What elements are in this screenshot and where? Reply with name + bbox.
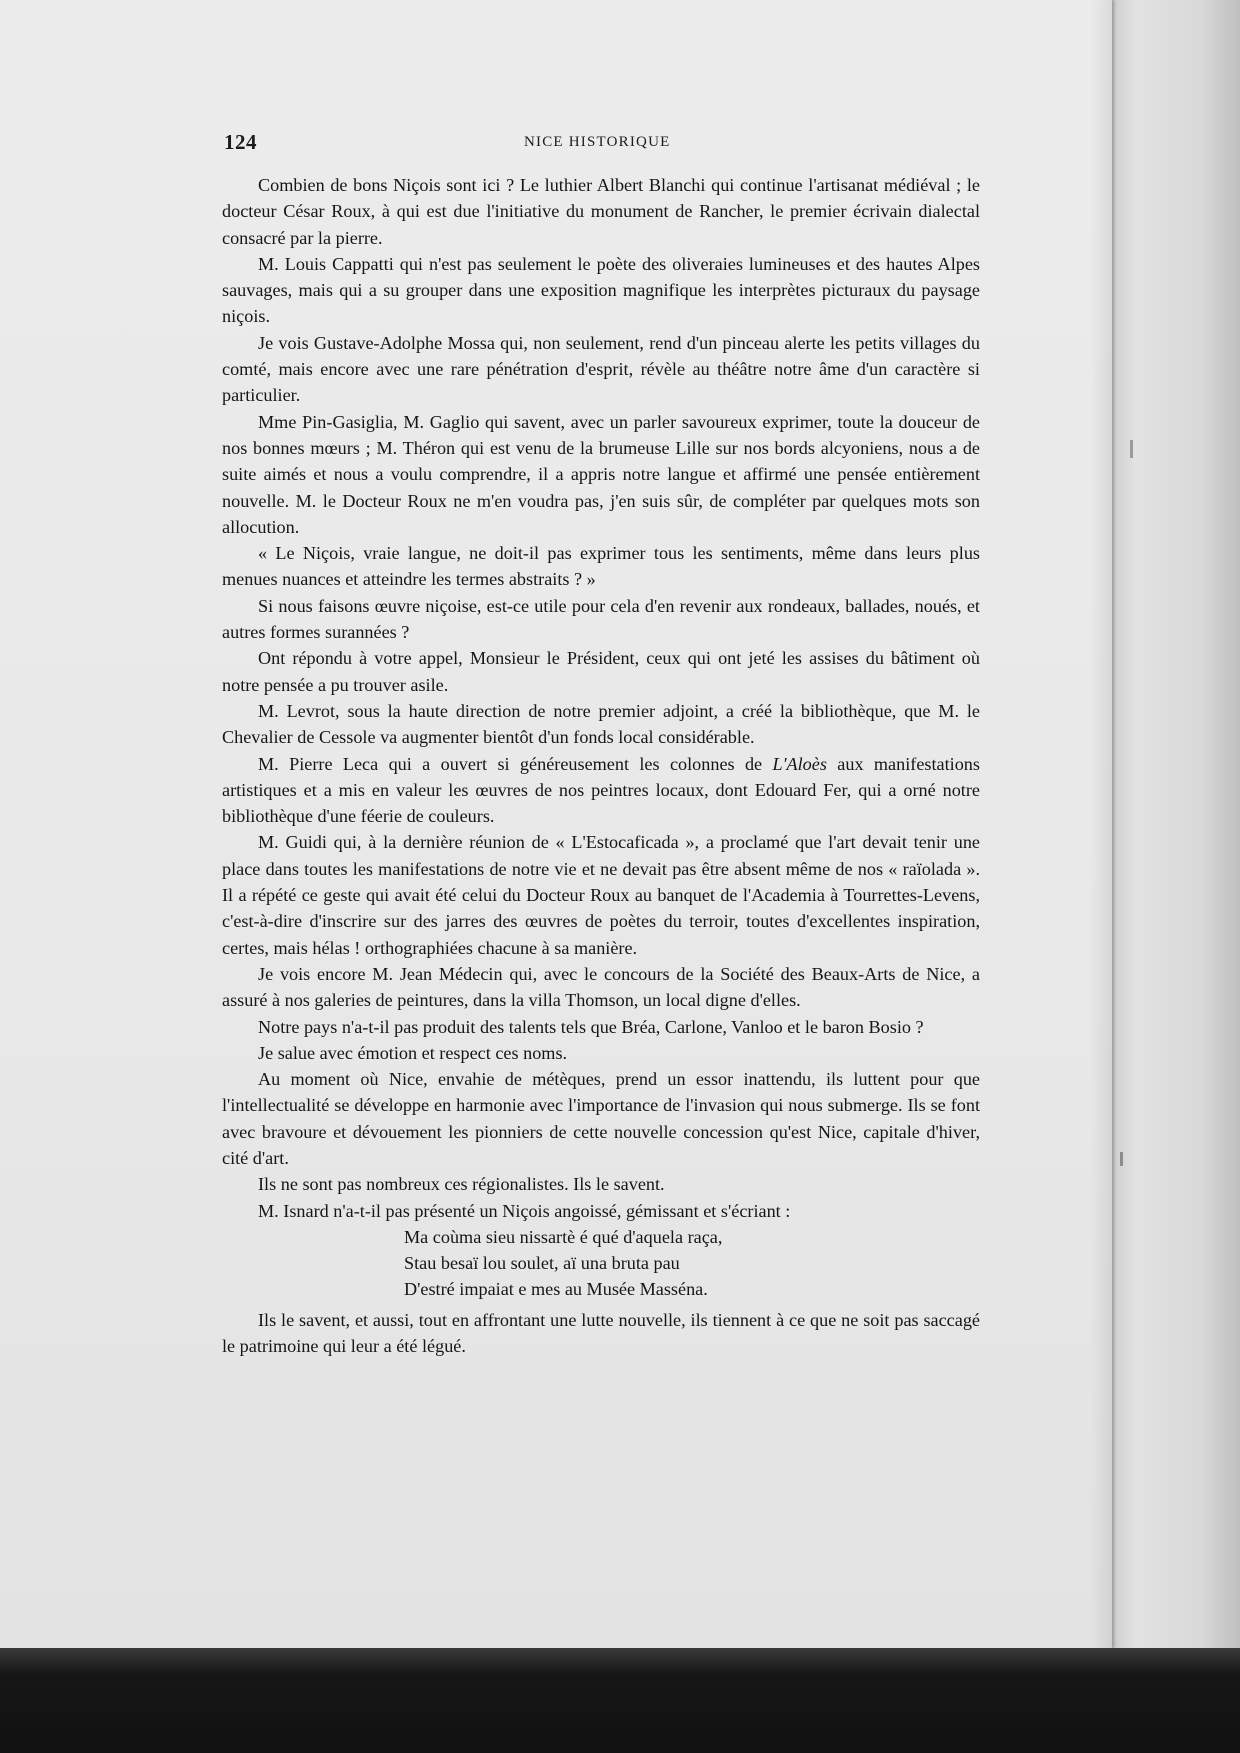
paragraph: Je vois Gustave-Adolphe Mossa qui, non seulement, rend d'un pinceau alerte les petits villages du comté, mais encore avec une rare pénétration d'esprit, révèle au théâtre notre âme d'un caractère si particulier. (222, 332, 980, 406)
scan-mark (1120, 1152, 1123, 1166)
paragraph: M. Guidi qui, à la dernière réunion de « L'Estocaficada », a proclamé que l'art devait tenir une place dans toutes les manifestations de notre vie et ne devait pas être absent même de nos « raïolada ». Il a répété ce geste qui avait été celui du Docteur Roux au banquet de l'Academia à Tourrettes-Levens, c'est-à-dire d'inscrire sur des jarres des œuvres de poètes du terroir, toutes d'excellentes inspiration, certes, mais hélas ! orthographiées chacune à sa manière. (222, 832, 980, 958)
paragraph: M. Levrot, sous la haute direction de notre premier adjoint, a créé la bibliothèque, que M. le Chevalier de Cessole va augmenter bientôt d'un fonds local considérable. (222, 700, 980, 748)
text-run: M. Pierre Leca qui a ouvert si généreusement les colonnes de (258, 753, 773, 774)
page-number: 124 (224, 130, 257, 154)
paragraph: Ils ne sont pas nombreux ces régionalistes. Ils le savent. (258, 1174, 665, 1195)
scan-mark (1130, 440, 1133, 458)
page-header (224, 130, 924, 156)
verse-line: D'estré impaiat e mes au Musée Masséna. (404, 1279, 708, 1300)
paragraph: Ont répondu à votre appel, Monsieur le Président, ceux qui ont jeté les assises du bâtiment où notre pensée a pu trouver asile. (222, 648, 980, 695)
scanner-bed-shadow (0, 1648, 1240, 1753)
verse-line: Stau besaï lou soulet, aï una bruta pau (404, 1253, 680, 1274)
verse-line: Ma coùma sieu nissartè é qué d'aquela raça, (404, 1226, 723, 1247)
verse-quotation (222, 1224, 980, 1303)
publication-title: L'Aloès (772, 753, 827, 774)
paragraph: Combien de bons Niçois sont ici ? Le luthier Albert Blanchi qui continue l'artisanat médiéval ; le docteur César Roux, à qui est due l'initiative du monument de Rancher, le premier écrivain dialectal consacré par la pierre. (222, 175, 980, 248)
paragraph: Notre pays n'a-t-il pas produit des talents tels que Bréa, Carlone, Vanloo et le baron Bosio ? (258, 1016, 924, 1037)
paragraph: Au moment où Nice, envahie de métèques, prend un essor inattendu, ils luttent pour que l'intellectualité se développe en harmonie avec l'importance de l'invasion qui nous submerge. Ils se font avec bravoure et dévouement les pionniers de cette nouvelle concession qu'est Nice, capitale d'hiver, cité d'art. (222, 1069, 980, 1168)
paragraph: Je salue avec émotion et respect ces noms. (258, 1042, 568, 1063)
paragraph: Je vois encore M. Jean Médecin qui, avec le concours de la Société des Beaux-Arts de Nice, a assuré à nos galeries de peintures, dans la villa Thomson, un local digne d'elles. (222, 963, 980, 1011)
text-run: aux manifestations artistiques et a mis en valeur les œuvres de nos peintres locaux, dont Edouard Fer, qui a orné notre bibliothèque d'une féerie de couleurs. (222, 753, 980, 827)
running-title: NICE HISTORIQUE (524, 134, 671, 150)
paragraph: M. Louis Cappatti qui n'est pas seulement le poète des oliveraies lumineuses et des hautes Alpes sauvages, mais qui a su grouper dans une exposition magnifique les interprètes picturaux du paysage niçois. (222, 253, 980, 327)
quotation-paragraph: « Le Niçois, vraie langue, ne doit-il pas exprimer tous les sentiments, même dans leurs plus menues nuances et atteindre les termes abstraits ? » (222, 543, 980, 590)
adjacent-page-edge (1108, 0, 1240, 1650)
page-curl-shadow (1090, 0, 1112, 1648)
paragraph (222, 751, 980, 830)
paragraph: Mme Pin-Gasiglia, M. Gaglio qui savent, avec un parler savoureux exprimer, toute la douceur de nos bonnes mœurs ; M. Théron qui est venu de la brumeuse Lille sur nos bords alcyoniens, nous a de suite aimés et nous a voulu comprendre, il a appris notre langue et affirmé une pensée entièrement nouvelle. M. le Docteur Roux ne m'en voudra pas, j'en suis sûr, de compléter par quelques mots son allocution. (222, 411, 980, 537)
paragraph: Si nous faisons œuvre niçoise, est-ce utile pour cela d'en revenir aux rondeaux, ballades, noués, et autres formes surannées ? (222, 595, 980, 643)
body-text (222, 172, 980, 1359)
paragraph: Ils le savent, et aussi, tout en affrontant une lutte nouvelle, ils tiennent à ce que ne soit pas saccagé le patrimoine qui leur a été légué. (222, 1309, 980, 1357)
paragraph: M. Isnard n'a-t-il pas présenté un Niçois angoissé, gémissant et s'écriant : (258, 1200, 791, 1221)
